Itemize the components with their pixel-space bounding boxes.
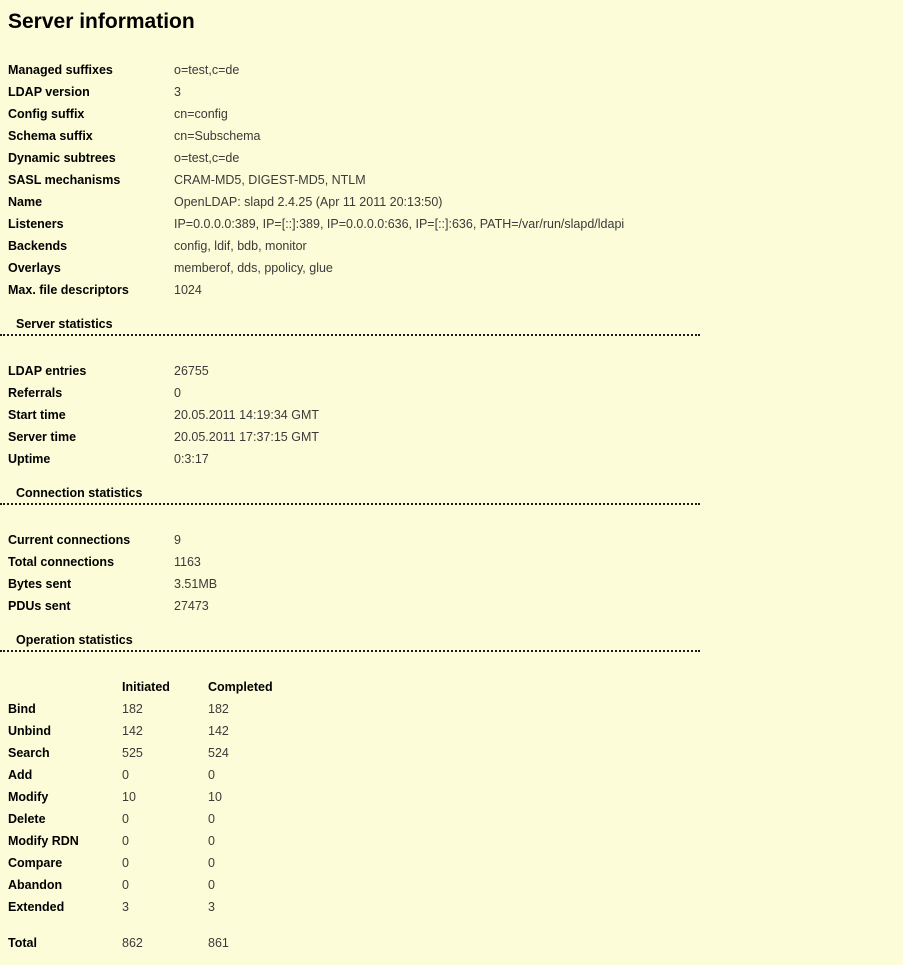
info-label: Dynamic subtrees: [8, 151, 116, 165]
info-label: Listeners: [8, 217, 64, 231]
operation-initiated-value: 142: [122, 724, 143, 738]
info-row: [0, 595, 903, 617]
info-label: Referrals: [8, 386, 63, 400]
info-label: LDAP entries: [8, 364, 87, 378]
column-header-completed: Completed: [208, 680, 273, 694]
connection-statistics-heading: Connection statistics: [0, 487, 700, 505]
operation-statistics-table: [0, 676, 903, 954]
operation-label: Unbind: [8, 724, 52, 738]
info-row: [0, 235, 903, 257]
section-operation-statistics: [0, 634, 903, 954]
info-label: Uptime: [8, 452, 51, 466]
info-value: o=test,c=de: [174, 63, 240, 77]
connection-statistics-list: [0, 529, 903, 617]
operation-initiated-value: 182: [122, 702, 143, 716]
info-label: Overlays: [8, 261, 61, 275]
info-row: [0, 125, 903, 147]
operation-row: [0, 698, 903, 720]
info-value: 0: [174, 386, 181, 400]
operation-label: Abandon: [8, 878, 63, 892]
operation-label: Add: [8, 768, 33, 782]
operation-initiated-value: 0: [122, 856, 129, 870]
info-row: [0, 191, 903, 213]
info-row: [0, 382, 903, 404]
info-value: config, ldif, bdb, monitor: [174, 239, 307, 253]
operation-completed-value: 524: [208, 746, 229, 760]
server-info-list: [0, 59, 903, 301]
operation-label: Delete: [8, 812, 46, 826]
info-value: o=test,c=de: [174, 151, 240, 165]
info-row: [0, 573, 903, 595]
operation-completed-value: 0: [208, 878, 215, 892]
operation-completed-value: 182: [208, 702, 229, 716]
info-value: CRAM-MD5, DIGEST-MD5, NTLM: [174, 173, 366, 187]
info-value: 26755: [174, 364, 209, 378]
operation-completed-value: 0: [208, 812, 215, 826]
operation-label: Modify: [8, 790, 49, 804]
info-value: memberof, dds, ppolicy, glue: [174, 261, 333, 275]
info-label: Bytes sent: [8, 577, 72, 591]
operation-row: [0, 852, 903, 874]
operation-table-header-row: [0, 676, 903, 698]
operation-row: [0, 742, 903, 764]
operation-initiated-value: 0: [122, 768, 129, 782]
info-row: [0, 426, 903, 448]
info-row: [0, 551, 903, 573]
operation-header-spacer: [0, 676, 122, 698]
operation-row: [0, 786, 903, 808]
operation-initiated-value: 0: [122, 812, 129, 826]
info-value: 1024: [174, 283, 202, 297]
operation-initiated-value: 3: [122, 900, 129, 914]
info-row: [0, 103, 903, 125]
operation-row: [0, 830, 903, 852]
operation-completed-value: 10: [208, 790, 222, 804]
info-row: [0, 213, 903, 235]
info-value: 20.05.2011 17:37:15 GMT: [174, 430, 320, 444]
info-label: Server time: [8, 430, 77, 444]
info-value: OpenLDAP: slapd 2.4.25 (Apr 11 2011 20:13:50): [174, 195, 443, 209]
operation-label: Extended: [8, 900, 65, 914]
operation-label: Compare: [8, 856, 63, 870]
operation-row: [0, 896, 903, 918]
operation-statistics-heading: Operation statistics: [0, 634, 700, 652]
info-value: 1163: [174, 555, 201, 569]
info-label: PDUs sent: [8, 599, 71, 613]
operation-label: Modify RDN: [8, 834, 79, 848]
info-row: [0, 147, 903, 169]
info-row: [0, 448, 903, 470]
operation-rows: [0, 698, 903, 918]
operation-completed-value: 142: [208, 724, 229, 738]
operation-row: [0, 720, 903, 742]
page-title: Server information: [8, 10, 195, 33]
server-information-page: [0, 10, 903, 965]
info-label: Start time: [8, 408, 66, 422]
operation-completed-value: 0: [208, 834, 215, 848]
info-label: Config suffix: [8, 107, 85, 121]
info-label: Managed suffixes: [8, 63, 113, 77]
operation-row: [0, 764, 903, 786]
operation-initiated-value: 10: [122, 790, 136, 804]
info-row: [0, 360, 903, 382]
info-label: Max. file descriptors: [8, 283, 129, 297]
info-value: cn=Subschema: [174, 129, 261, 143]
info-row: [0, 81, 903, 103]
info-label: Current connections: [8, 533, 131, 547]
info-value: 27473: [174, 599, 209, 613]
info-label: Name: [8, 195, 43, 209]
operation-initiated-value: 0: [122, 834, 129, 848]
section-connection-statistics: [0, 487, 903, 617]
info-value: 3: [174, 85, 181, 99]
operation-completed-value: 0: [208, 768, 215, 782]
info-label: SASL mechanisms: [8, 173, 121, 187]
info-value: IP=0.0.0.0:389, IP=[::]:389, IP=0.0.0.0:636, IP=[::]:636, PATH=/var/run/slapd/ldapi: [174, 217, 625, 231]
info-row: [0, 59, 903, 81]
info-label: Total connections: [8, 555, 115, 569]
operation-initiated-value: 0: [122, 878, 129, 892]
info-row: [0, 169, 903, 191]
total-label: Total: [8, 936, 37, 950]
info-value: cn=config: [174, 107, 228, 121]
operation-total-row: [0, 932, 903, 954]
operation-row: [0, 808, 903, 830]
total-completed-value: 861: [208, 936, 229, 950]
info-value: 9: [174, 533, 181, 547]
operation-completed-value: 3: [208, 900, 215, 914]
info-label: LDAP version: [8, 85, 90, 99]
info-value: 20.05.2011 14:19:34 GMT: [174, 408, 320, 422]
operation-label: Bind: [8, 702, 36, 716]
server-statistics-list: [0, 360, 903, 470]
info-row: [0, 279, 903, 301]
info-row: [0, 404, 903, 426]
info-row: [0, 257, 903, 279]
operation-initiated-value: 525: [122, 746, 143, 760]
info-label: Schema suffix: [8, 129, 93, 143]
total-initiated-value: 862: [122, 936, 143, 950]
info-value: 0:3:17: [174, 452, 209, 466]
operation-completed-value: 0: [208, 856, 215, 870]
operation-label: Search: [8, 746, 50, 760]
info-value: 3.51MB: [174, 577, 218, 591]
column-header-initiated: Initiated: [122, 680, 170, 694]
info-label: Backends: [8, 239, 68, 253]
section-server-statistics: [0, 318, 903, 470]
operation-row: [0, 874, 903, 896]
server-statistics-heading: Server statistics: [0, 318, 700, 336]
info-row: [0, 529, 903, 551]
